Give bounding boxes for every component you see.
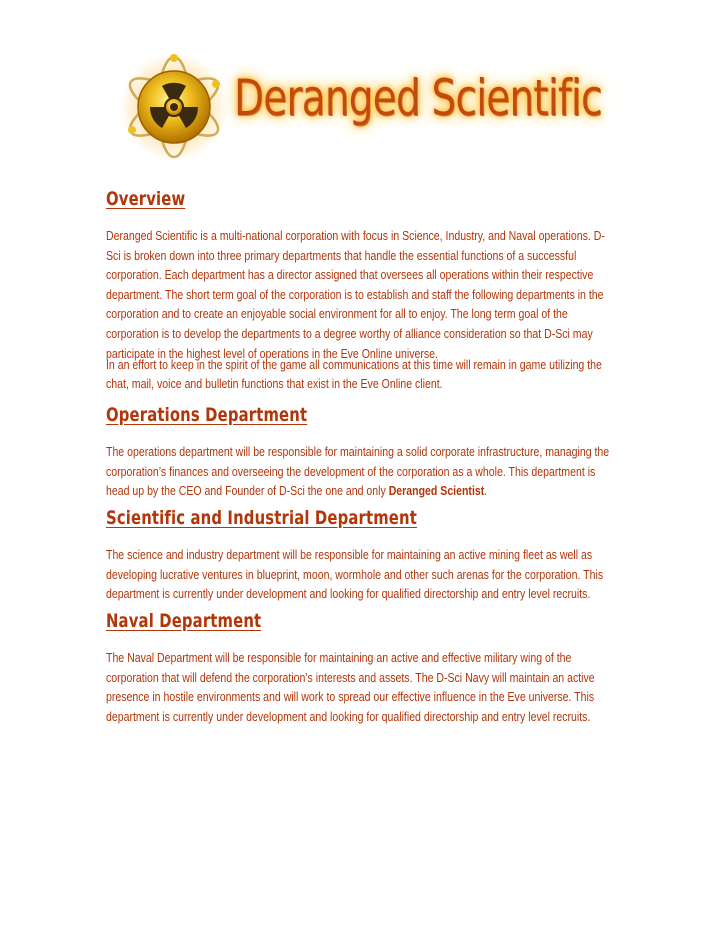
- overview-paragraph-2: In an effort to keep in the spirit of the game all communications at this time will remain in game utilizing the chat, mail, voice and bulletin functions that exist in the Eve Online client.: [106, 356, 602, 392]
- radiation-trefoil-atom-icon: [118, 52, 230, 162]
- section-scientific: [106, 505, 618, 604]
- scientific-paragraph: The science and industry department will be responsible for maintaining an active mining fleet as well as developing lucrative ventures in blueprint, moon, wormhole and other such arenas for the corporation. This department is currently under development and looking for qualified directorship and entry level recruits.: [106, 547, 604, 602]
- naval-paragraph: The Naval Department will be responsible for maintaining an active and effective military wing of the corporation that will defend the corporation’s interests and assets. The D-Sci Navy will maintain an active presence in hostile environments and will work to spread our effective influence in the Eve universe. This department is currently under development and looking for qualified directorship and entry level recruits.: [106, 650, 595, 724]
- section-heading-overview: Overview: [106, 188, 186, 210]
- operations-suffix: .: [484, 483, 488, 499]
- section-heading-naval: Naval Department: [106, 610, 262, 633]
- section-overview: [106, 186, 618, 394]
- section-naval: [106, 608, 618, 726]
- operations-bold-name: Deranged Scientist: [388, 483, 485, 499]
- operations-text: The operations department will be responsible for maintaining a solid corporate infrastructure, managing the corporation’s finances and overseeing the development of the corporation as a whole. This department is head up by the CEO and Founder of D-Sci the one and only: [106, 444, 610, 499]
- overview-paragraph-1: Deranged Scientific is a multi-national corporation with focus in Science, Industry, and Naval operations. D-Sci is broken down into three primary departments that handle the essential functions of a successful corporation. Each department has a director assigned that oversees all operations within their respective department. The short term goal of the corporation is to establish and staff the following departments in the corporation and to create an enjoyable social environment for all to enjoy. The long term goal of the corporation is to develop the departments to a degree worthy of alliance consideration so that D-Sci may participate in the highest level of operations in the Eve Online universe.: [106, 228, 605, 361]
- document-body: [106, 186, 618, 724]
- section-heading-scientific: Scientific and Industrial Department: [106, 507, 417, 530]
- section-operations: [106, 402, 618, 501]
- brand-title: Deranged Scientific: [234, 69, 602, 127]
- header-banner: [118, 52, 618, 162]
- section-heading-operations: Operations Department: [106, 404, 308, 427]
- operations-paragraph: [106, 442, 618, 501]
